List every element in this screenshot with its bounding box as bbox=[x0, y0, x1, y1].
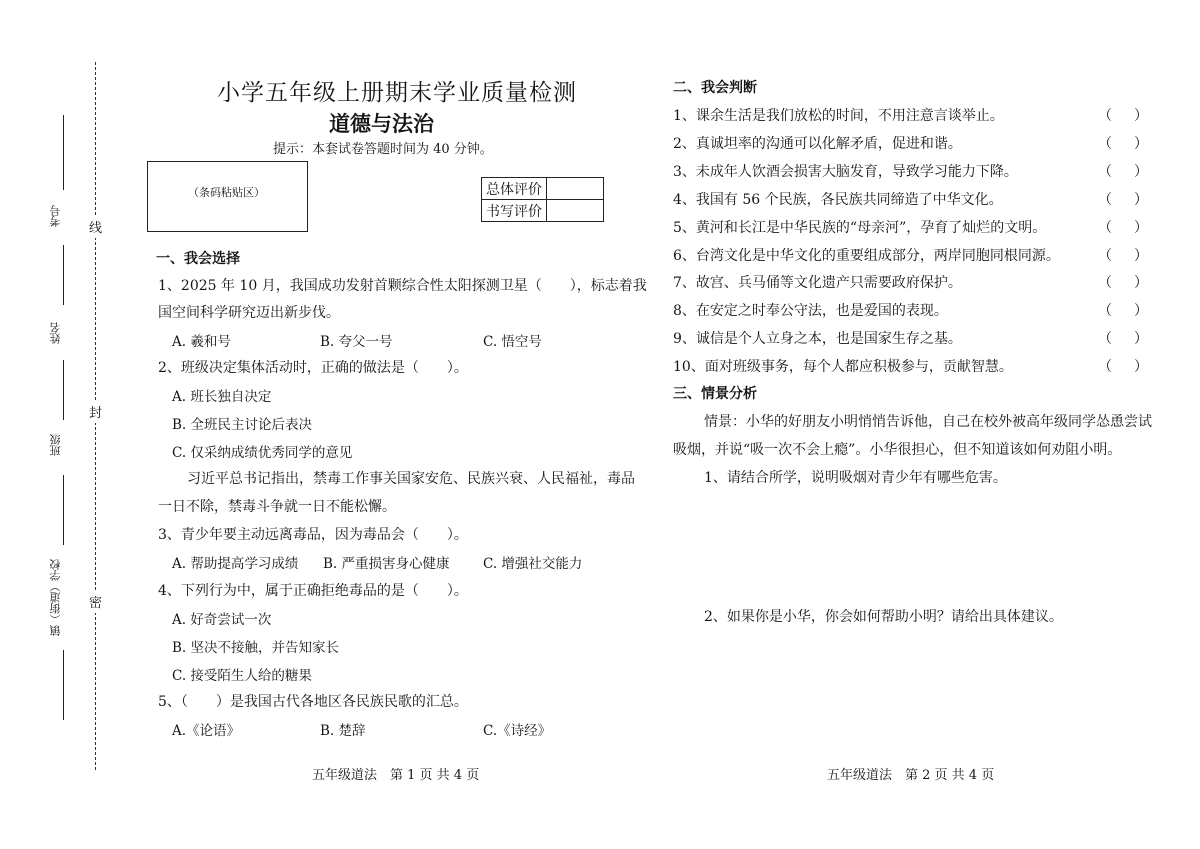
section2-title: 二、我会判断 bbox=[673, 80, 757, 96]
judge-answer-4[interactable]: （） bbox=[1098, 192, 1170, 208]
q3-option-b[interactable]: B. 严重损害身心健康 bbox=[323, 556, 450, 572]
eval-overall-field[interactable] bbox=[547, 178, 604, 200]
exam-number-field[interactable] bbox=[63, 115, 64, 190]
q1-option-c[interactable]: C. 悟空号 bbox=[483, 334, 542, 350]
scenario-line1: 情景：小华的好朋友小明悄悄告诉他，自己在校外被高年级同学怂恿尝试 bbox=[704, 414, 1152, 430]
judge-item-6: 6、台湾文化是中华文化的重要组成部分，两岸同胞同根同源。 bbox=[673, 248, 1060, 264]
analysis-q1: 1、请结合所学，说明吸烟对青少年有哪些危害。 bbox=[704, 470, 1007, 486]
section3-title: 三、情景分析 bbox=[673, 386, 757, 402]
judge-answer-7[interactable]: （） bbox=[1098, 275, 1170, 291]
q4-option-c[interactable]: C. 接受陌生人给的糖果 bbox=[172, 668, 312, 684]
q4-text: 4、下列行为中，属于正确拒绝毒品的是（ ）。 bbox=[158, 583, 468, 599]
judge-answer-3[interactable]: （） bbox=[1098, 164, 1170, 180]
judge-item-5: 5、黄河和长江是中华民族的“母亲河”，孕育了灿烂的文明。 bbox=[673, 220, 1047, 236]
evaluation-table bbox=[481, 177, 604, 222]
bind-char-line: 线 bbox=[89, 215, 102, 238]
q5-option-a[interactable]: A.《论语》 bbox=[172, 723, 241, 739]
analysis-q1-answer-area[interactable] bbox=[704, 492, 1144, 592]
class-field[interactable] bbox=[63, 360, 64, 420]
school-label: 镇（街道）学校 bbox=[49, 559, 62, 637]
judge-answer-10[interactable]: （） bbox=[1098, 359, 1170, 375]
judge-answer-8[interactable]: （） bbox=[1098, 303, 1170, 319]
class-label: 班级 bbox=[49, 434, 62, 456]
judge-item-8: 8、在安定之时奉公守法，也是爱国的表现。 bbox=[673, 303, 948, 319]
judge-item-3: 3、未成年人饮酒会损害大脑发育，导致学习能力下降。 bbox=[673, 164, 1018, 180]
barcode-area bbox=[147, 161, 308, 232]
eval-writing-label: 书写评价 bbox=[482, 200, 547, 222]
name-label: 姓名 bbox=[49, 322, 62, 344]
analysis-q2-answer-area[interactable] bbox=[704, 632, 1144, 752]
exam-number-label: 考号 bbox=[49, 205, 62, 227]
eval-writing-field[interactable] bbox=[547, 200, 604, 222]
eval-overall-label: 总体评价 bbox=[482, 178, 547, 200]
quote-line2: 一日不除，禁毒斗争就一日不能松懈。 bbox=[158, 499, 396, 515]
judge-answer-1[interactable]: （） bbox=[1098, 108, 1170, 124]
q2-option-c[interactable]: C. 仅采纳成绩优秀同学的意见 bbox=[172, 445, 353, 461]
section1-title: 一、我会选择 bbox=[156, 251, 240, 267]
q5-option-c[interactable]: C.《诗经》 bbox=[483, 723, 552, 739]
q4-option-a[interactable]: A. 好奇尝试一次 bbox=[172, 612, 272, 628]
judge-answer-6[interactable]: （） bbox=[1098, 248, 1170, 264]
q5-text: 5、（ ）是我国古代各地区各民族民歌的汇总。 bbox=[158, 694, 468, 710]
judge-answer-5[interactable]: （） bbox=[1098, 220, 1170, 236]
judge-item-10: 10、面对班级事务，每个人都应积极参与，贡献智慧。 bbox=[673, 359, 1013, 375]
q3-option-c[interactable]: C. 增强社交能力 bbox=[483, 556, 583, 572]
footer-right-page: 五年级道法 第 2 页 共 4 页 bbox=[827, 768, 995, 783]
q2-option-a[interactable]: A. 班长独自决定 bbox=[172, 389, 272, 405]
q3-text: 3、青少年要主动远离毒品，因为毒品会（ ）。 bbox=[158, 527, 468, 543]
barcode-label: （条码粘贴区） bbox=[188, 186, 265, 199]
school-field-lower[interactable] bbox=[63, 650, 64, 720]
q5-option-b[interactable]: B. 楚辞 bbox=[320, 723, 366, 739]
footer-left-page: 五年级道法 第 1 页 共 4 页 bbox=[312, 768, 480, 783]
scenario-line2: 吸烟，并说“吸一次不会上瘾”。小华很担心，但不知道该如何劝阻小明。 bbox=[673, 442, 1122, 458]
analysis-q2: 2、如果你是小华，你会如何帮助小明？请给出具体建议。 bbox=[704, 609, 1063, 625]
judge-item-9: 9、诚信是个人立身之本，也是国家生存之基。 bbox=[673, 331, 962, 347]
q1-option-a[interactable]: A. 羲和号 bbox=[172, 334, 231, 350]
time-hint: 提示：本套试卷答题时间为 40 分钟。 bbox=[273, 142, 493, 157]
name-field[interactable] bbox=[63, 245, 64, 305]
school-field[interactable] bbox=[63, 475, 64, 545]
bind-char-secret: 密 bbox=[89, 590, 102, 613]
subject-title: 道德与法治 bbox=[329, 111, 434, 136]
judge-item-1: 1、课余生活是我们放松的时间，不用注意言谈举止。 bbox=[673, 108, 1004, 124]
judge-item-2: 2、真诚坦率的沟通可以化解矛盾，促进和谐。 bbox=[673, 136, 962, 152]
exam-title: 小学五年级上册期末学业质量检测 bbox=[217, 80, 577, 106]
judge-answer-9[interactable]: （） bbox=[1098, 331, 1170, 347]
q3-option-a[interactable]: A. 帮助提高学习成绩 bbox=[172, 556, 299, 572]
judge-item-4: 4、我国有 56 个民族，各民族共同缔造了中华文化。 bbox=[673, 192, 1003, 208]
q1-text-line1: 1、2025 年 10 月，我国成功发射首颗综合性太阳探测卫星（ ），标志着我 bbox=[158, 278, 647, 294]
q1-text-line2: 国空间科学研究迈出新步伐。 bbox=[158, 305, 340, 321]
judge-answer-2[interactable]: （） bbox=[1098, 136, 1170, 152]
q2-option-b[interactable]: B. 全班民主讨论后表决 bbox=[172, 417, 313, 433]
q2-text: 2、班级决定集体活动时，正确的做法是（ ）。 bbox=[158, 360, 468, 376]
judge-item-7: 7、故宫、兵马俑等文化遗产只需要政府保护。 bbox=[673, 275, 962, 291]
q4-option-b[interactable]: B. 坚决不接触，并告知家长 bbox=[172, 640, 340, 656]
bind-char-seal: 封 bbox=[89, 400, 102, 423]
q1-option-b[interactable]: B. 夸父一号 bbox=[320, 334, 393, 350]
quote-line1: 习近平总书记指出，禁毒工作事关国家安危、民族兴衰、人民福祉，毒品 bbox=[187, 471, 635, 487]
